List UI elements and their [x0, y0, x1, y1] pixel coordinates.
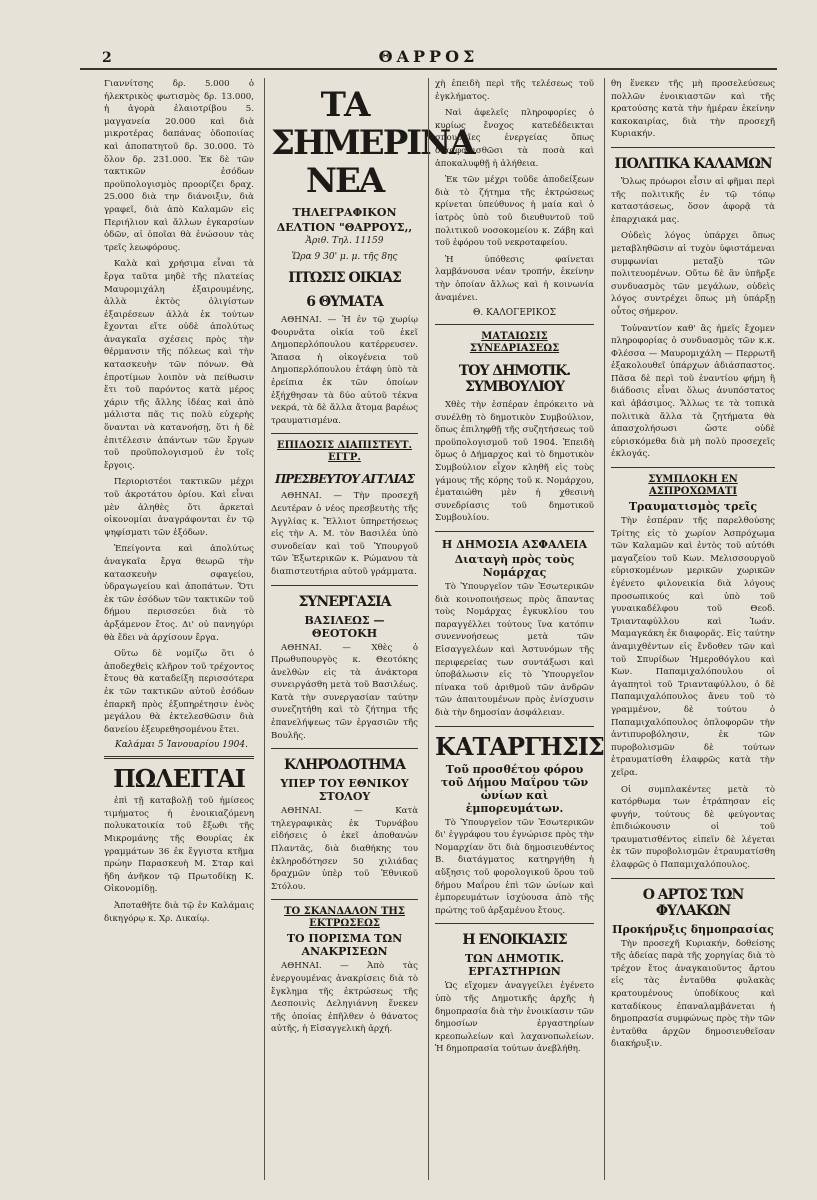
article-text: Ἐπείγοντα καὶ ἀπολύτως ἀναγκαῖα ἔργα θεωρῶ τὴν κατασκευὴν σφαγείου, ὑδραγωγείου καὶ ἀποπάτων. Ὅτι ἐκ τῶν ἐσόδων τῶν τακτικῶν τοῦ δήμου περισσεύει διὰ τὸ ἀρξάμενον ἔτος. Δι' οὐ πανηγύρι θὰ ἔδει νὰ ἀρχίσουν ἔργα.: [104, 544, 254, 643]
news-text: Ναὶ ἀφελεῖς πληροφορίες ὁ κυρίως ἔνοχος κατεδέδεικται σπουδαῖες ἐνεργείας ὅπως διασφαλισθῶσι τὰ ποσὰ καὶ ἀποκαλυφθῇ ἡ ἀλήθεια.: [435, 108, 594, 169]
news-text: Οὐδεὶς λόγος ὑπάρχει ὅπως μεταβληθῶσιν αἱ τυχὸν ὑφιστάμεναι συμφωνίαι μεταξὺ τῶν πολιτευομένων. Οὕτω δὲ ἂν ὑπῆρξε συνδυασμὸς τῶν μεγάλων, οὐδεὶς λόγος συντρέχει ὅπως μὴ ὑπάρξῃ οὗτος σήμερον.: [611, 231, 775, 317]
ad-title: ΠΩΛΕΙΤΑΙ: [113, 764, 245, 794]
news-header: Η ΔΗΜΟΣΙΑ ΑΣΦΑΛΕΙΑ: [441, 538, 588, 552]
news-text: Τὸ Ὑπουργεῖον τῶν Ἐσωτερικῶν δι' ἐγγράφου του ἐγνώρισε πρὸς τὴν Νομαρχίαν ὅτι διὰ δημοσιευθέντος Β. διατάγματος κατηργήθη ἡ αὔξησις τοῦ φορολογικοῦ ὅρου τοῦ δήμου Μαΐρου ἐπὶ τῶν ὠνίων καὶ ἐμπορευμάτων ἰσχύουσα ἀπὸ τῆς πρώτης τοῦ ἀρξαμένου ἔτους.: [435, 817, 594, 916]
column-4: [604, 78, 775, 1180]
news-text: ΑΘΗΝΑΙ. — Ἡ ἐν τῷ χωρίῳ Φουρνᾶτα οἰκία τοῦ ἐκεῖ Δημοπερλόπουλου κατέρρευσεν. Ἅπασα ἡ οἰκογένεια τοῦ Δημοπερλόπουλου ἐτάφη ὑπὸ τὰ ἐρείπια ἐκ τῶν ὁποίων ἐξήχθησαν τὰ δύο αὐτοῦ τέκνα νεκρά, τὰ δὲ ἄλλα ἄτομα βαρέως τραυματισμένα.: [271, 315, 418, 426]
divider: [435, 923, 594, 924]
news-title: ΣΥΝΕΡΓΑΣΙΑ: [298, 593, 391, 610]
divider: [611, 467, 775, 468]
divider: [435, 531, 594, 532]
news-text: Ὅλως πρόωροι εἶσιν αἱ φῆμαι περὶ τῆς πολιτικῆς ἐν τῷ τόπῳ καταστάσεως, ὅσον ἀφορᾷ τὰ ἐπαρχιακά μας.: [611, 176, 775, 225]
column-3: [428, 78, 604, 1180]
divider: [611, 147, 775, 148]
news-text: ΑΘΗΝΑΙ. — Κατὰ τηλεγραφικὰς ἐκ Τυρνάβου εἰδήσεις ὁ ἐκεῖ ἀποθανὼν Πλαντᾶς, διὰ διαθήκης του ἐκληροδότησεν 50 χιλιάδας δραχμῶν ὑπὲρ τοῦ Ἐθνικοῦ Στόλου.: [271, 806, 418, 892]
news-title: ΕΠΙΔΟΣΙΣ ΔΙΑΠΙΣΤΕΥΤ. ΕΓΓΡ.: [276, 440, 413, 464]
news-text: Ἐκ τῶν μέχρι τοῦδε ἀποδείξεων διὰ τὸ ζήτημα τῆς ἐκτρώσεως κρίνεται ὑπεύθυνος ἡ μαία καὶ ὁ ἰατρὸς ὑπὸ τοῦ διευθυντοῦ τοῦ πολιτικοῦ νοσοκομείου κ. Ζάβη καὶ τοῦ ἐφόρου τοῦ νεκροταφείου.: [435, 175, 594, 249]
telegram-number: Ἀριθ. Τηλ. 11159: [305, 236, 384, 246]
news-subtitle: 6 ΘΥΜΑΤΑ: [306, 294, 383, 310]
news-subtitle: Τραυματισμὸς τρεῖς: [628, 500, 758, 514]
news-subtitle: ΤΩΝ ΔΗΜΟΤΙΚ. ΕΡΓΑΣΤΗΡΙΩΝ: [464, 952, 565, 979]
news-text: Οἱ συμπλακέντες μετὰ τὸ κατόρθωμα των ἐτράπησαν εἰς φυγήν, τούτους δὲ φεύγοντας ἐπιδιώκουσιν οἱ τοῦ τραυματισθέντος εἰπεῖν δὲ λέγεται ἐκ τῶν πυροβολισμῶν ἐτραυματίσθη ἐλαφρῶς ὁ Παπαμιχαλόπουλος.: [611, 784, 775, 871]
divider: [435, 726, 594, 727]
telegram-time: Ὥρα 9 30' μ. μ. τῆς 8ης: [291, 252, 398, 262]
news-text: Τὸ Ὑπουργεῖον τῶν Ἐσωτερικῶν διὰ κοινοποιήσεως πρὸς ἅπαντας τοὺς Νομάρχας ἐγκυκλίου του παραγγέλλει τούτους ἵνα κατόπιν συνεννοήσεως μετὰ τῶν Εἰσαγγελέων καὶ Ἀστυνόμων τῆς περιφερείας των συντάξωσι καὶ ὑποβάλωσιν εἰς τὸ Ὑπουργεῖον πίνακα τοῦ ἀριθμοῦ τῶν ἀνδρῶν τῶν ἀπαιτουμένων πρὸς ἐνίσχυσιν διὰ τὴν δημοσίαν ἀσφάλειαν.: [435, 582, 594, 718]
news-title: ΜΑΤΑΙΩΣΙΣ ΣΥΝΕΔΡΙΑΣΕΩΣ: [469, 331, 560, 355]
column-2: [264, 78, 474, 1180]
news-text: Τὴν προσεχῆ Κυριακήν, δοθείσης τῆς ἀδείας παρὰ τῆς χορηγίας διὰ τὸ τρέχον ἔτος ἀναγκαιοῦντος ἄρτου εἰς τὰς ἐνταῦθα φυλακὰς κρατουμένους ὑποδίκους καὶ καταδίκους ἐπαναλαμβάνεται ἡ δημοπρασία συμφώνως πρὸς τὴν τῶν ἐνταῦθα ἀρχῶν δημοσιευθεῖσαν διακήρυξιν.: [611, 938, 775, 1050]
news-text: ΑΘΗΝΑΙ. — Χθὲς ὁ Πρωθυπουργὸς κ. Θεοτόκης ἀνελθὼν εἰς τὰ ἀνάκτορα συνειργάσθη μετὰ τοῦ Βασιλέως. Κατὰ τὴν συνεργασίαν ταύτην συνεζητήθη καὶ τὸ ζήτημα τῆς ἐπανελήψεως τῶν ἐργασιῶν τῆς Βουλῆς.: [271, 642, 418, 741]
divider: [271, 899, 418, 900]
columns: [104, 78, 775, 1180]
article-text: Γιαννίτσης δρ. 5.000 ὁ ἠλεκτρικὸς φωτισμὸς δρ. 13.000, ἡ ἀγορὰ ἐλαιοτρίβου 5. μαγγανεία 20.000 καὶ διὰ μικροτέρας δαπάνας ὁδοποιίας καὶ ἀποπατητοῦ δρ. 30.000. Τὸ ὅλον δρ. 231.000. Ἐκ δὲ τῶν τακτικῶν ἐσόδων προϋπολογισμὸς προορίζει δραχ. 25.000 διὰ την διάνοιξιν, διὰ γραφεῖ, διὰ ἀπὸ Καλαμῶν εἰς Περιήλιον καὶ ἄλλων ἐγκαρσίων ὁδῶν, αἱ ὁποῖαι θὰ ἐνώσουν τὰς τρεῖς λεωφόρους.: [104, 79, 254, 253]
divider: [271, 585, 418, 586]
article-text: Καλὰ καὶ χρήσιμα εἶναι τὰ ἔργα ταῦτα μηδὲ τῆς πλατείας Μαυρομιχάλη ἐξαιρουμένης, ἀλλὰ ἐκτὸς ὀλιγίστων ἐξαιρέσεων ἀλλὰ ἐκ τούτων ἔχονται εἴτε οὐδὲ ἀπολύτως ἀναγκαῖα σχέσεις πρὸς τὴν θέρμανσιν τῆς πόλεως καὶ τὴν κατασκευὴν τῶν πόνων. Θὰ ἐπροτίμων λοιπὸν νὰ πείθωσιν ἔτι τοῦ παρόντος κατὰ μέρος χάριν τῆς ἄλλης ἰδέας καὶ ἀπὸ μάλιστα πᾶς τις πολὺ εὐχερὴς ὅνανται νὰ κατανοήσῃ, ὅτι ἡ δὲ ἐπιτέλεσιν ἁπάντων τῶν ἔργων τοῦ προϋπολογισμοῦ ἐν τοῖς ἔργοις.: [104, 259, 254, 471]
news-title: Διαταγὴ πρὸς τοὺς Νομάρχας: [454, 553, 575, 580]
divider: [435, 324, 594, 325]
news-title: ΣΥΜΠΛΟΚΗ ΕΝ ΑΣΠΡΟΧΩΜΑΤΙ: [648, 474, 738, 498]
news-text: Τοὐναντίον καθ' ἃς ἡμεῖς ἔχομεν πληροφορίας ὁ συνδυασμὸς τῶν κ.κ. Φλέσσα — Μαυρομιχάλη — Περρωτῆ ἐξακολουθεῖ ὑπάρχων ἀδιάσπαστος. Πᾶσα δὲ περὶ τοῦ ἐναντίου φήμη ἢ διάδοσις εἶναι ὅλως ἀνυπόστατος καὶ ἀβάσιμος. Ἄλλως τε τὰ τοπικὰ πολιτικὰ ἄλλα τὰ ζητήματα θὰ ἀπασχολήσωσι ὥστε οὐδὲ εὑρισκόμεθα διὰ μὴ πολὺ προσεχεῖς ἐκλογάς.: [611, 323, 775, 460]
page-number: 2: [102, 50, 116, 66]
divider: [104, 756, 254, 759]
news-title: ΤΟ ΣΚΑΝΔΑΛΟΝ ΤΗΣ ΕΚΤΡΩΣΕΩΣ: [284, 906, 405, 930]
news-text: χὴ ἐπειδὴ περὶ τῆς τελέσεως τοῦ ἐγκλήματος.: [435, 79, 594, 102]
news-title: ΠΟΛΙΤΙΚΑ ΚΑΛΑΜΩΝ: [614, 155, 772, 172]
news-text: Ὡς εἴχομεν ἀναγγείλει ἐγένετο ὑπὸ τῆς Δημοτικῆς ἀρχῆς ἡ δημοπρασία διὰ τὴν ἐνοικίασιν τῶν δημοσίων ἐργαστηρίων κρεοπωλείων καὶ λαχανοπωλείων. Ἡ δημοπρασία τούτων ἀνεβλήθη.: [435, 981, 594, 1055]
news-title: Ο ΑΡΤΟΣ ΤΩΝ ΦΥΛΑΚΩΝ: [642, 886, 744, 919]
section-title: ΤΑ ΣΗΜΕΡΙΝΑ ΝΕΑ: [271, 85, 474, 201]
news-title: ΚΑΤΑΡΓΗΣΙΣ: [435, 731, 604, 761]
news-subtitle: Τοῦ προσθέτου φόρου τοῦ Δήμου Μαΐρου τῶν ὠνίων καὶ ἐμπορευμάτων.: [440, 762, 589, 815]
ad-text: Ἀποταθῆτε διὰ τῷ ἐν Καλάμαις δικηγόρῳ κ. Χρ. Δικαίῳ.: [104, 901, 254, 924]
article-signature: Καλάμαι 5 Ἰανουαρίου 1904.: [114, 740, 248, 751]
divider: [271, 748, 418, 749]
news-text: θη ἕνεκεν τῆς μὴ προσελεύσεως πολλῶν ἐνοικιαστῶν καὶ τῆς κρατούσης κατὰ τὴν ἡμέραν ἐκείνην κακοκαιρίας, διὰ τὴν προσεχῆ Κυριακήν.: [611, 79, 775, 140]
article-text: Περιοριστέοι τακτικῶν μέχρι τοῦ ἀκροτάτου ὁρίου. Καὶ εἶναι μὲν ἀληθὲς ὅτι ἀρκεταὶ οἰκονομίαι ἀναγράφονται ἐν τῷ ψηφίσματι τῶν ἐξόδων.: [104, 477, 254, 538]
news-subtitle: Προκήρυξις δημοπρασίας: [612, 922, 774, 936]
news-title: ΠΤΩΣΙΣ ΟΙΚΙΑΣ: [288, 270, 401, 286]
news-text: ΑΘΗΝΑΙ. — Ἀπὸ τὰς ἐνεργουμένας ἀνακρίσεις διὰ τὸ ἔγκλημα τῆς ἐκτρώσεως τῆς Δεσποινὶς Δεληγιάννη ἕνεκεν τῆς ὁποίας ἐπῆλθεν ὁ θάνατος αὐτῆς, ἡ Εἰσαγγελικὴ ἀρχή.: [271, 961, 418, 1035]
news-title: ΚΛΗΡΟΔΟΤΗΜΑ: [283, 757, 406, 774]
masthead: ΘΑΡΡΟΣ: [378, 47, 479, 66]
page-header: [80, 46, 777, 70]
article-text: Οὕτω δὲ νομίζω ὅτι ὁ ἀποδεχθεὶς κλῆρον τοῦ τρέχοντος ἔτους θὰ καταδείξη περισσότερα ἐκ τῶν τακτικῶν αὐτοῦ ἐσόδων ἐπαρκῆ πρὸς ἐξυπηρέτησιν ἑνὸς μεγάλου θὰ ἐκτελεσθῶσιν διὰ δανείου ἐξευρεθησομένου ἔτει.: [104, 649, 254, 735]
news-text: Τὴν ἑσπέραν τῆς παρελθούσης Τρίτης εἰς τὸ χωρίον Ἀσπρόχωμα τῶν Καλαμῶν καὶ ἐντὸς τοῦ αὐτόθι μαγαζείου τοῦ Κων. Μελισσουργοῦ εὑρισκομένων μερικῶν χωρικῶν ἐγένετο φιλονεικία διὰ λόγους προσωπικούς καὶ ὑπὸ τοῦ γυναικαδέλφου τοῦ Θεοδ. Τριανταφύλλου καὶ Ἰωάν. Μαμαγκάκη ἐκ διαφορᾶς. Εἰς ταύτην ἀναμιχθέντων εἰς ἔνδοθεν τῶν καὶ τοῦ Σπυρίδων Ἠμεροθόγλου καὶ Κων. Παπαμιχαλόπουλου οἱ ἀγαπητοὶ τοῦ Τριανταφύλλου, ὁ δὲ Παπαμιχαλόπουλος ἄνευ τοῦ τὸ γραμμένον, δὲ τούτου ὁ Παπαμιχαλόπουλος ὁπλοφορῶν τὴν ἀντιπυροβόλησιν, ἐκ τῶν πυροβολισμῶν δὲ τούτων ἐτραυματίσθη ἐλαφρῶς κατὰ τὴν χεῖρα.: [611, 516, 775, 778]
section-subtitle: ΔΕΛΤΙΟΝ "ΘΑΡΡΟΥΣ,,: [276, 221, 413, 234]
news-title: Η ΕΝΟΙΚΙΑΣΙΣ: [462, 932, 567, 949]
news-text: Ἡ ὑπόθεσις φαίνεται λαμβάνουσα νέαν τροπήν, ἐκείνην τὴν ὁποίαν ἄλλως καὶ ἡ κοινωνία ἀναμένει.: [435, 254, 594, 303]
news-subtitle: ΤΟ ΠΟΡΙΣΜΑ ΤΩΝ ΑΝΑΚΡΙΣΕΩΝ: [286, 932, 403, 959]
section-subtitle: ΤΗΛΕΓΡΑΦΙΚΟΝ: [292, 206, 397, 219]
column-1: [104, 78, 254, 1180]
divider: [271, 433, 418, 434]
news-subtitle: ΤΟΥ ΔΗΜΟΤΙΚ. ΣΥΜΒΟΥΛΙΟΥ: [458, 363, 571, 396]
divider: [611, 878, 775, 879]
ad-text: ἐπὶ τῇ καταβολῇ τοῦ ἡμίσεος τιμήματος ἡ ἐνοικιαζόμενη πολυκατοικία τοῦ ἔξωθι τῆς Μικρομάνης τῆς Θουρίας ἐκ γραμμάτων 36 ἐκ ἔγγιστα κτῆμα πρώην Παρασκευὴ Μ. Σταρ καὶ ἤδη ἀνῆκον τῷ Πρωτοδίκῃ Κ. Οἰκονομίδῃ.: [104, 796, 254, 895]
author-signature: Θ. ΚΑΛΟΓΕΡΙΚΟΣ: [472, 308, 557, 319]
news-subtitle: ΠΡΕΣΒΕΥΤΟΥ ΑΓΓΛΙΑΣ: [274, 472, 415, 487]
news-text: ΑΘΗΝΑΙ. — Τὴν προσεχῆ Δευτέραν ὁ νέος πρεσβευτὴς τῆς Ἀγγλίας κ. Ἔλλιοτ ὑπηρετήσεως εἰς τὴν Α. Μ. τὸν Βασιλέα ὑπὸ συνοδείαν καὶ τοῦ Ὑπουργοῦ τῶν Ἐξωτερικῶν κ. Ρώμανου τὰ διαπιστευτήρια αὐτοῦ γράμματα.: [271, 491, 418, 577]
news-text: Χθὲς τὴν ἑσπέραν ἐπρόκειτο νὰ συνέλθῃ τὸ δημοτικὸν Συμβούλιον, ὅπως ἐπιληφθῇ τῆς συζητήσεως τοῦ προϋπολογισμοῦ τοῦ 1904. Ἐπειδὴ ὅμως ὁ Δήμαρχος καὶ τὸ δημοτικὸν Συμβούλιον εἶχον κληθῆ εἰς τοὺς γάμους τῆς κόρης τοῦ κ. Νομάρχου, ἐματαιώθη μὲν ἡ χθεσινὴ συνεδρίασις τοῦ δημοτικοῦ Συμβουλίου.: [435, 400, 594, 524]
news-subtitle: ΥΠΕΡ ΤΟΥ ΕΘΝΙΚΟΥ ΣΤΟΛΟΥ: [280, 777, 409, 804]
news-subtitle: ΒΑΣΙΛΕΩΣ — ΘΕΟΤΟΚΗ: [304, 613, 385, 640]
